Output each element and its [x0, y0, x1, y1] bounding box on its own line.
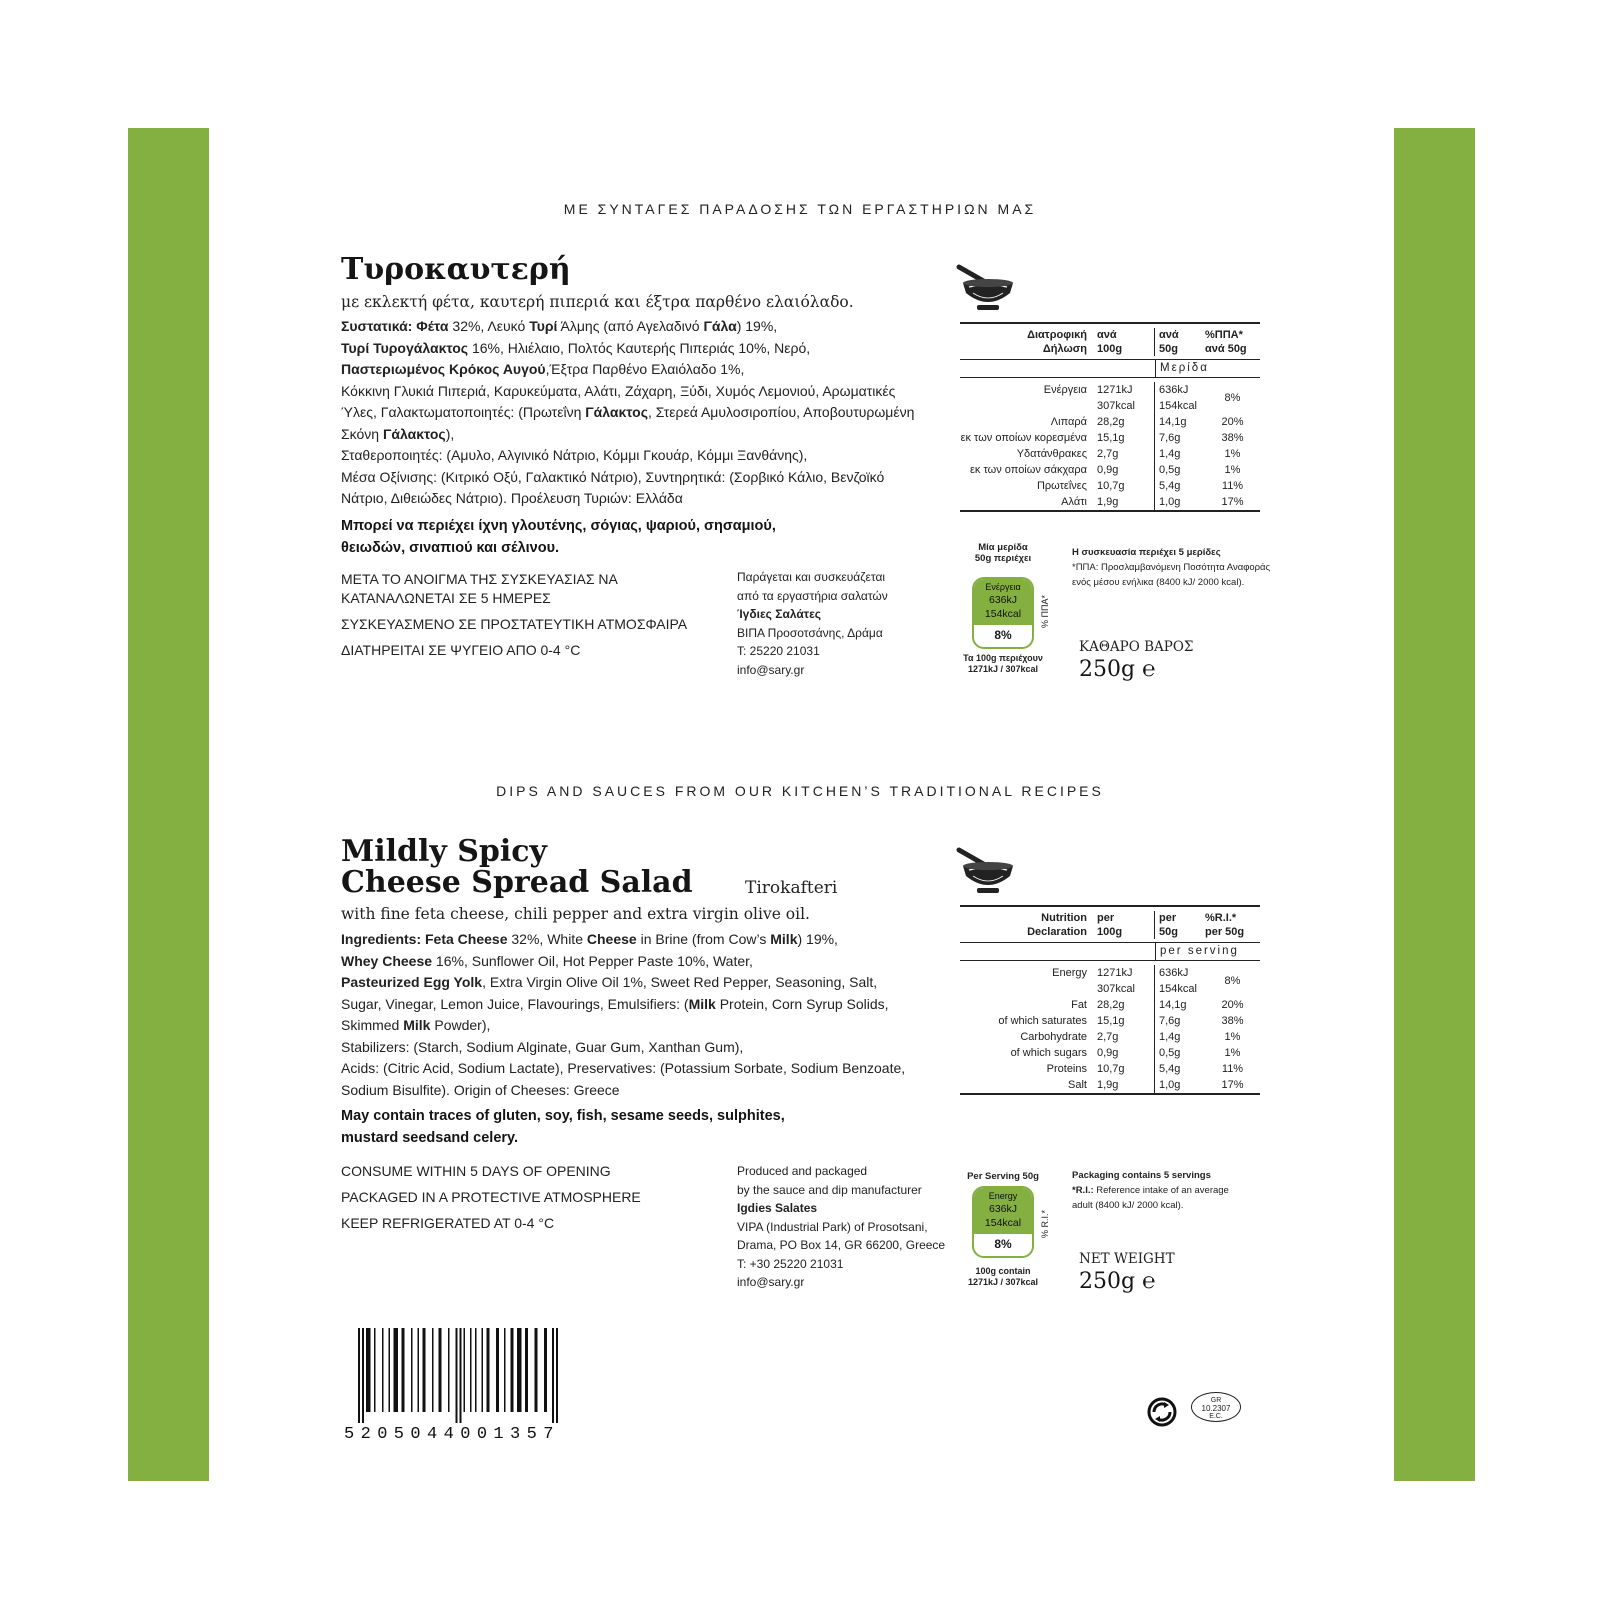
nutrition-cell: Αλάτι: [1061, 496, 1087, 508]
ec-mark-country: GR: [1210, 1397, 1222, 1404]
nutrition-cell: Salt: [1068, 1079, 1087, 1091]
nutrition-cell: Carbohydrate: [1020, 1031, 1087, 1043]
english-serving-note: [1072, 1168, 1252, 1213]
nutrition-cell: 0,5g: [1159, 1047, 1181, 1059]
nutrition-cell: 17%: [1221, 1079, 1244, 1091]
nutrition-header-cell: ανά 50g: [1159, 329, 1179, 355]
storage-line: ΣΥΣΚΕΥΑΣΜΕΝΟ ΣΕ ΠΡΟΣΤΑΤΕΥΤΙΚΗ ΑΤΜΟΣΦΑΙΡΑ: [341, 616, 688, 632]
nutrition-cell: 1%: [1224, 448, 1241, 460]
ingredient-bold: Συστατικά: Φέτα: [341, 318, 449, 334]
nutrition-body: [960, 961, 1260, 1095]
greek-nutrition-table: [960, 322, 1260, 512]
nutrition-cell: Energy: [1052, 967, 1087, 979]
barcode-bar: [362, 1328, 364, 1423]
nutrition-cell: 636kJ 154kcal: [1159, 967, 1197, 995]
english-serving-count: Packaging contains 5 servings: [1072, 1170, 1211, 1181]
nutrition-cell: 1,4g: [1159, 1031, 1181, 1043]
gda-percent: 8%: [994, 628, 1012, 642]
barcode-bar: [374, 1328, 376, 1412]
nutrition-row: [960, 1077, 1260, 1093]
ingredient-text: Σταθεροποιητές: (Αμυλο, Αλγινικό Νάτριο, Κόμμι Γκουάρ, Κόμμι Ξανθάνης),: [341, 447, 808, 463]
english-tagline: DIPS AND SAUCES FROM OUR KITCHEN’S TRADITIONAL RECIPES: [496, 783, 1104, 799]
nutrition-cell: 1,9g: [1095, 494, 1155, 510]
ingredient-bold: Παστεριωμένος Κρόκος Αυγού: [341, 361, 546, 377]
producer-line: Igdies Salates: [737, 1201, 818, 1215]
producer-line: info@sary.gr: [737, 662, 805, 677]
nutrition-cell: 14,1g: [1159, 999, 1187, 1011]
nutrition-header-cell: Διατροφική Δήλωση: [1027, 329, 1087, 355]
english-energy-badge: [972, 1186, 1034, 1258]
barcode-bar: [487, 1328, 490, 1412]
greek-gda-side-label: % ΠΠΑ*: [1040, 594, 1050, 628]
ingredient-bold: Milk: [770, 931, 798, 947]
greek-net-weight-value: [1079, 656, 1155, 682]
nutrition-serving-row: [960, 360, 1260, 378]
nutrition-cell: 1%: [1224, 464, 1241, 476]
nutrition-cell: 15,1g: [1095, 1013, 1155, 1029]
ri-text: Reference intake of an average adult (8400 kJ/ 2000 kcal).: [1072, 1185, 1229, 1211]
ingredient-text: Powder),: [430, 1017, 491, 1033]
ingredient-text: Acids: (Citric Acid, Sodium Lactate), Preservatives: (Potassium Sorbate, Sodium Benzoate, Sodium Bisulfite). Origin of Cheeses: Greece: [341, 1060, 906, 1098]
english-gda-foot: 100g contain 1271kJ / 307kcal: [967, 1266, 1039, 1287]
barcode-bar: [439, 1328, 442, 1412]
nutrition-row: [960, 997, 1260, 1013]
nutrition-cell: 1271kJ 307kcal: [1095, 382, 1155, 414]
nutrition-cell: Proteins: [1046, 1063, 1087, 1075]
barcode-bar: [460, 1328, 462, 1423]
english-ingredients: [341, 929, 921, 1101]
barcode-bar: [411, 1328, 413, 1412]
english-net-weight-label: NET WEIGHT: [1079, 1251, 1175, 1267]
nutrition-cell: 8%: [1224, 975, 1241, 987]
nutrition-cell: Πρωτεΐνες: [1036, 480, 1087, 492]
nutrition-serving-label: Μερίδα: [1155, 360, 1260, 377]
barcode-bar: [389, 1328, 391, 1412]
storage-line: CONSUME WITHIN 5 DAYS OF OPENING: [341, 1163, 611, 1179]
nutrition-row: [960, 446, 1260, 462]
greek-ingredients: [341, 316, 921, 510]
greek-tagline: ΜΕ ΣΥΝΤΑΓΕΣ ΠΑΡΑΔΟΣΗΣ ΤΩΝ ΕΡΓΑΣΤΗΡΙΩΝ ΜΑΣ: [563, 201, 1037, 217]
greek-gda-label: Μία μερίδα 50g περιέχει: [974, 542, 1032, 564]
ingredient-bold: Milk: [403, 1017, 431, 1033]
ec-mark-number: 10.2307: [1201, 1404, 1231, 1413]
nutrition-header-cell: %ΠΠΑ* ανά 50g: [1205, 329, 1247, 355]
nutrition-header-cell: ανά 100g: [1095, 328, 1155, 356]
ingredient-text: ) 19%,: [736, 318, 778, 334]
ingredient-bold: Γάλακτος: [585, 404, 648, 420]
ingredient-text: 16%, Sunflower Oil, Hot Pepper Paste 10%, Water,: [432, 952, 753, 969]
nutrition-cell: 1,0g: [1159, 1079, 1181, 1091]
nutrition-cell: 2,7g: [1095, 446, 1155, 462]
nutrition-cell: 1,9g: [1095, 1077, 1155, 1093]
nutrition-serving-row: [960, 943, 1260, 961]
nutrition-cell: 38%: [1221, 1015, 1244, 1027]
storage-line: ΔΙΑΤΗΡΕΙΤΑΙ ΣΕ ΨΥΓΕΙΟ ΑΠΟ 0-4 °C: [341, 642, 581, 658]
barcode-bar: [464, 1328, 466, 1412]
barcode-bar: [482, 1328, 484, 1412]
nutrition-cell: of which saturates: [998, 1015, 1087, 1027]
nutrition-header-cell: per 50g: [1159, 912, 1178, 938]
nutrition-cell: 1271kJ 307kcal: [1095, 965, 1155, 997]
english-allergens: May contain traces of gluten, soy, fish, sesame seeds, sulphites, mustard seedsand celery.: [341, 1108, 785, 1146]
producer-line: T: +30 25220 21031: [737, 1256, 844, 1271]
english-ri-note: [1072, 1183, 1252, 1213]
english-title-line2: Cheese Spread Salad: [341, 865, 693, 900]
nutrition-row: [960, 414, 1260, 430]
barcode-bar: [470, 1328, 472, 1412]
ingredient-text: 32%, White: [507, 931, 587, 947]
storage-line: ΜΕΤΑ ΤΟ ΑΝΟΙΓΜΑ ΤΗΣ ΣΥΣΚΕΥΑΣΙΑΣ ΝΑ ΚΑΤΑΝΑΛΩΝΕΤΑΙ ΣΕ 5 ΗΜΕΡΕΣ: [341, 571, 618, 606]
recycle-icon: [1147, 1397, 1177, 1427]
nutrition-cell: 7,6g: [1159, 1015, 1181, 1027]
barcode-bar: [456, 1328, 458, 1423]
nutrition-row: [960, 1013, 1260, 1029]
english-gda-side-label: % R.I.*: [1040, 1209, 1050, 1238]
nutrition-cell: Υδατάνθρακες: [1016, 448, 1087, 460]
ingredient-bold: Cheese: [586, 931, 637, 947]
ingredient-text: ,Έξτρα Παρθένο Ελαιόλαδο 1%,: [545, 361, 745, 377]
nutrition-row: [960, 494, 1260, 510]
barcode-bar: [366, 1328, 371, 1412]
gda-kcal: 154kcal: [984, 1217, 1022, 1229]
nutrition-cell: εκ των οποίων κορεσμένα: [960, 432, 1087, 444]
barcode-bar: [517, 1328, 522, 1412]
nutrition-cell: 1%: [1224, 1047, 1241, 1059]
nutrition-row: [960, 478, 1260, 494]
storage-line: KEEP REFRIGERATED AT 0-4 °C: [341, 1215, 555, 1231]
nutrition-row: [960, 965, 1260, 997]
gda-kj: 636kJ: [988, 594, 1018, 606]
ingredient-bold: Τυρί Τυρογάλακτος: [341, 339, 469, 356]
barcode-bar: [358, 1328, 360, 1423]
ingredient-text: Μέσα Οξίνισης: (Κιτρικό Οξύ, Γαλακτικό Νάτριο), Συντηρητικά: (Σορβικό Κάλιο, Βενζοϊκό Νάτριο, Διθειώδες Νάτριο). Προέλευση Τυριών: Ελλάδα: [341, 468, 885, 506]
ingredient-text: Κόκκινη Γλυκιά Πιπεριά, Καρυκεύματα, Αλάτι, Ζάχαρη, Ξύδι, Χυμός Λεμονιού, Αρωματικές Ύλες, Γαλακτωματοποιητές: (Πρωτεΐνη: [341, 382, 896, 420]
ingredient-text: 32%, Λευκό: [448, 318, 530, 334]
mortar-pestle-icon: [955, 263, 1021, 315]
barcode-bar: [556, 1328, 558, 1423]
barcode-bar: [394, 1328, 399, 1412]
greek-net-weight-number: 250g: [1079, 657, 1136, 682]
nutrition-cell: 1,4g: [1159, 448, 1181, 460]
ingredient-text: , Extra Virgin Olive Oil 1%, Sweet Red Pepper, Seasoning, Salt, Sugar, Vinegar, Lemon Juice, Flavourings, Emulsifiers: (: [341, 974, 878, 1012]
english-net-weight-number: 250g: [1079, 1269, 1136, 1294]
greek-storage-info: [341, 570, 701, 667]
nutrition-cell: 0,9g: [1095, 462, 1155, 478]
ingredient-text: in Brine (from Cow’s: [636, 931, 771, 947]
storage-line: PACKAGED IN A PROTECTIVE ATMOSPHERE: [341, 1189, 641, 1205]
barcode-bar: [423, 1328, 426, 1412]
nutrition-row: [960, 382, 1260, 414]
barcode-bar: [544, 1328, 547, 1412]
greek-ppa-note: *ΠΠΑ: Προσλαμβανόμενη Ποσότητα Αναφοράς ενός μέσου ενήλικα (8400 kJ/ 2000 kcal).: [1072, 562, 1271, 588]
barcode-bar: [432, 1328, 434, 1412]
nutrition-cell: 1%: [1224, 1031, 1241, 1043]
gda-energy-label: Energy: [988, 1191, 1018, 1201]
nutrition-cell: 2,7g: [1095, 1029, 1155, 1045]
english-subtitle: with fine feta cheese, chili pepper and extra virgin olive oil.: [341, 905, 810, 923]
nutrition-cell: 10,7g: [1095, 1061, 1155, 1077]
ingredient-text: Protein, Corn Syrup Solids, Skimmed: [341, 995, 889, 1033]
producer-line: Drama, PO Box 14, GR 66200, Greece: [737, 1238, 946, 1252]
barcode-bar: [511, 1328, 514, 1412]
greek-subtitle: με εκλεκτή φέτα, καυτερή πιπεριά και έξτρα παρθένο ελαιόλαδο.: [341, 293, 854, 311]
barcode-bar: [504, 1328, 506, 1412]
barcode-bar: [448, 1328, 450, 1412]
barcode-bar: [382, 1328, 384, 1412]
greek-producer-info: [737, 568, 957, 679]
mortar-pestle-icon: [955, 846, 1021, 898]
nutrition-cell: 38%: [1221, 432, 1244, 444]
nutrition-cell: 11%: [1221, 1063, 1244, 1075]
nutrition-header-cell: per 100g: [1095, 911, 1155, 939]
nutrition-cell: 14,1g: [1159, 416, 1187, 428]
barcode-bar: [535, 1328, 538, 1412]
barcode-bar: [552, 1328, 554, 1423]
nutrition-cell: 0,9g: [1095, 1045, 1155, 1061]
nutrition-serving-label: per serving: [1155, 943, 1260, 960]
producer-line: Τ: 25220 21031: [737, 644, 820, 658]
ingredient-text: , Στερεά Αμυλοσιροπίου, Αποβουτυρωμένη Σκόνη: [341, 404, 915, 442]
gda-percent: 8%: [994, 1237, 1012, 1251]
nutrition-cell: 17%: [1221, 496, 1244, 508]
english-gda-label: Per Serving 50g: [967, 1171, 1039, 1182]
estimated-sign-icon: ℮: [1142, 657, 1156, 682]
nutrition-cell: Λιπαρά: [1050, 416, 1087, 428]
english-producer-info: [737, 1162, 957, 1292]
green-band-left: [128, 128, 209, 1481]
nutrition-cell: of which sugars: [1010, 1047, 1087, 1059]
english-title-line1: Mildly Spicy: [341, 834, 547, 869]
producer-line: info@sary.gr: [737, 1275, 805, 1289]
producer-line: Produced and packaged: [737, 1164, 868, 1178]
gda-energy-label: Ενέργεια: [985, 582, 1021, 592]
ingredient-text: ),: [445, 425, 455, 442]
nutrition-header-row: [960, 324, 1260, 360]
barcode-bar: [418, 1328, 420, 1412]
ingredient-bold: Pasteurized Egg Yolk: [341, 974, 483, 990]
gda-kj: 636kJ: [988, 1203, 1018, 1215]
nutrition-cell: 28,2g: [1095, 997, 1155, 1013]
nutrition-cell: 15,1g: [1095, 430, 1155, 446]
producer-line: Παράγεται και συσκευάζεται: [737, 570, 886, 584]
nutrition-row: [960, 1045, 1260, 1061]
english-nutrition-table: [960, 905, 1260, 1095]
nutrition-cell: 8%: [1224, 392, 1241, 404]
barcode-bar: [475, 1328, 477, 1412]
nutrition-row: [960, 430, 1260, 446]
barcode-bar: [402, 1328, 405, 1412]
nutrition-cell: 28,2g: [1095, 414, 1155, 430]
green-band-right: [1394, 128, 1475, 1481]
gda-kcal: 154kcal: [984, 608, 1022, 620]
producer-line: VIPA (Industrial Park) of Prosotsani,: [737, 1219, 928, 1234]
producer-line: από τα εργαστήρια σαλατών: [737, 588, 888, 603]
nutrition-cell: 11%: [1221, 480, 1244, 492]
ingredient-bold: Whey Cheese: [341, 952, 433, 969]
nutrition-header-row: [960, 907, 1260, 943]
greek-serving-count: Η συσκευασία περιέχει 5 μερίδες: [1072, 547, 1221, 558]
ingredient-bold: Milk: [688, 995, 716, 1012]
barcode-bar: [525, 1328, 528, 1412]
ingredient-text: ) 19%,: [797, 931, 838, 947]
nutrition-cell: 5,4g: [1159, 1063, 1181, 1075]
nutrition-cell: 0,5g: [1159, 464, 1181, 476]
nutrition-cell: εκ των οποίων σάκχαρα: [970, 464, 1087, 476]
nutrition-cell: Ενέργεια: [1043, 384, 1087, 396]
greek-serving-note: [1072, 545, 1282, 590]
nutrition-header-cell: Nutrition Declaration: [1027, 912, 1087, 938]
producer-line: by the sauce and dip manufacturer: [737, 1182, 922, 1197]
ingredient-text: Stabilizers: (Starch, Sodium Alginate, Guar Gum, Xanthan Gum),: [341, 1038, 744, 1055]
nutrition-body: [960, 378, 1260, 512]
barcode: [356, 1328, 568, 1423]
nutrition-cell: Fat: [1071, 999, 1087, 1011]
ri-abbrev: *R.I.:: [1072, 1185, 1094, 1196]
nutrition-cell: 10,7g: [1095, 478, 1155, 494]
barcode-number: 5205044001357: [344, 1425, 560, 1444]
greek-net-weight-label: ΚΑΘΑΡΟ ΒΑΡΟΣ: [1079, 639, 1194, 655]
nutrition-cell: 20%: [1221, 999, 1244, 1011]
nutrition-cell: 7,6g: [1159, 432, 1181, 444]
nutrition-cell: 5,4g: [1159, 480, 1181, 492]
ingredient-bold: Τυρί: [529, 318, 558, 334]
nutrition-row: [960, 462, 1260, 478]
barcode-bar: [496, 1328, 499, 1412]
greek-energy-badge: [972, 577, 1034, 649]
ingredient-text: 16%, Ηλιέλαιο, Πολτός Καυτερής Πιπεριάς 10%, Νερό,: [468, 339, 811, 356]
nutrition-row: [960, 1029, 1260, 1045]
nutrition-row: [960, 1061, 1260, 1077]
ec-mark-ec: E.C.: [1209, 1413, 1223, 1420]
english-net-weight-value: [1079, 1268, 1155, 1294]
ingredient-bold: Γάλα: [703, 318, 737, 334]
ingredient-bold: Γάλακτος: [382, 425, 446, 442]
english-alt-name: Tirokafteri: [745, 878, 838, 898]
ec-oval-mark: [1191, 1392, 1241, 1422]
greek-title: Τυροκαυτερή: [341, 252, 571, 287]
greek-allergens: Μπορεί να περιέχει ίχνη γλουτένης, σόγιας, ψαριού, σησαμιού, θειωδών, σιναπιού και σέλινου.: [341, 518, 776, 556]
producer-line: Ίγδιες Σαλάτες: [737, 607, 822, 621]
ingredient-bold: Ingredients: Feta Cheese: [341, 931, 508, 947]
estimated-sign-icon: ℮: [1142, 1269, 1156, 1294]
nutrition-header-cell: %R.I.* per 50g: [1205, 912, 1245, 938]
english-storage-info: [341, 1162, 661, 1240]
nutrition-cell: 20%: [1221, 416, 1244, 428]
ingredient-text: Άλμης (από Αγελαδινό: [557, 318, 704, 334]
nutrition-cell: 1,0g: [1159, 496, 1181, 508]
nutrition-cell: 636kJ 154kcal: [1159, 384, 1197, 412]
producer-line: ΒΙΠΑ Προσοτσάνης, Δράμα: [737, 625, 883, 640]
greek-gda-foot: Τα 100g περιέχουν 1271kJ / 307kcal: [963, 653, 1043, 674]
